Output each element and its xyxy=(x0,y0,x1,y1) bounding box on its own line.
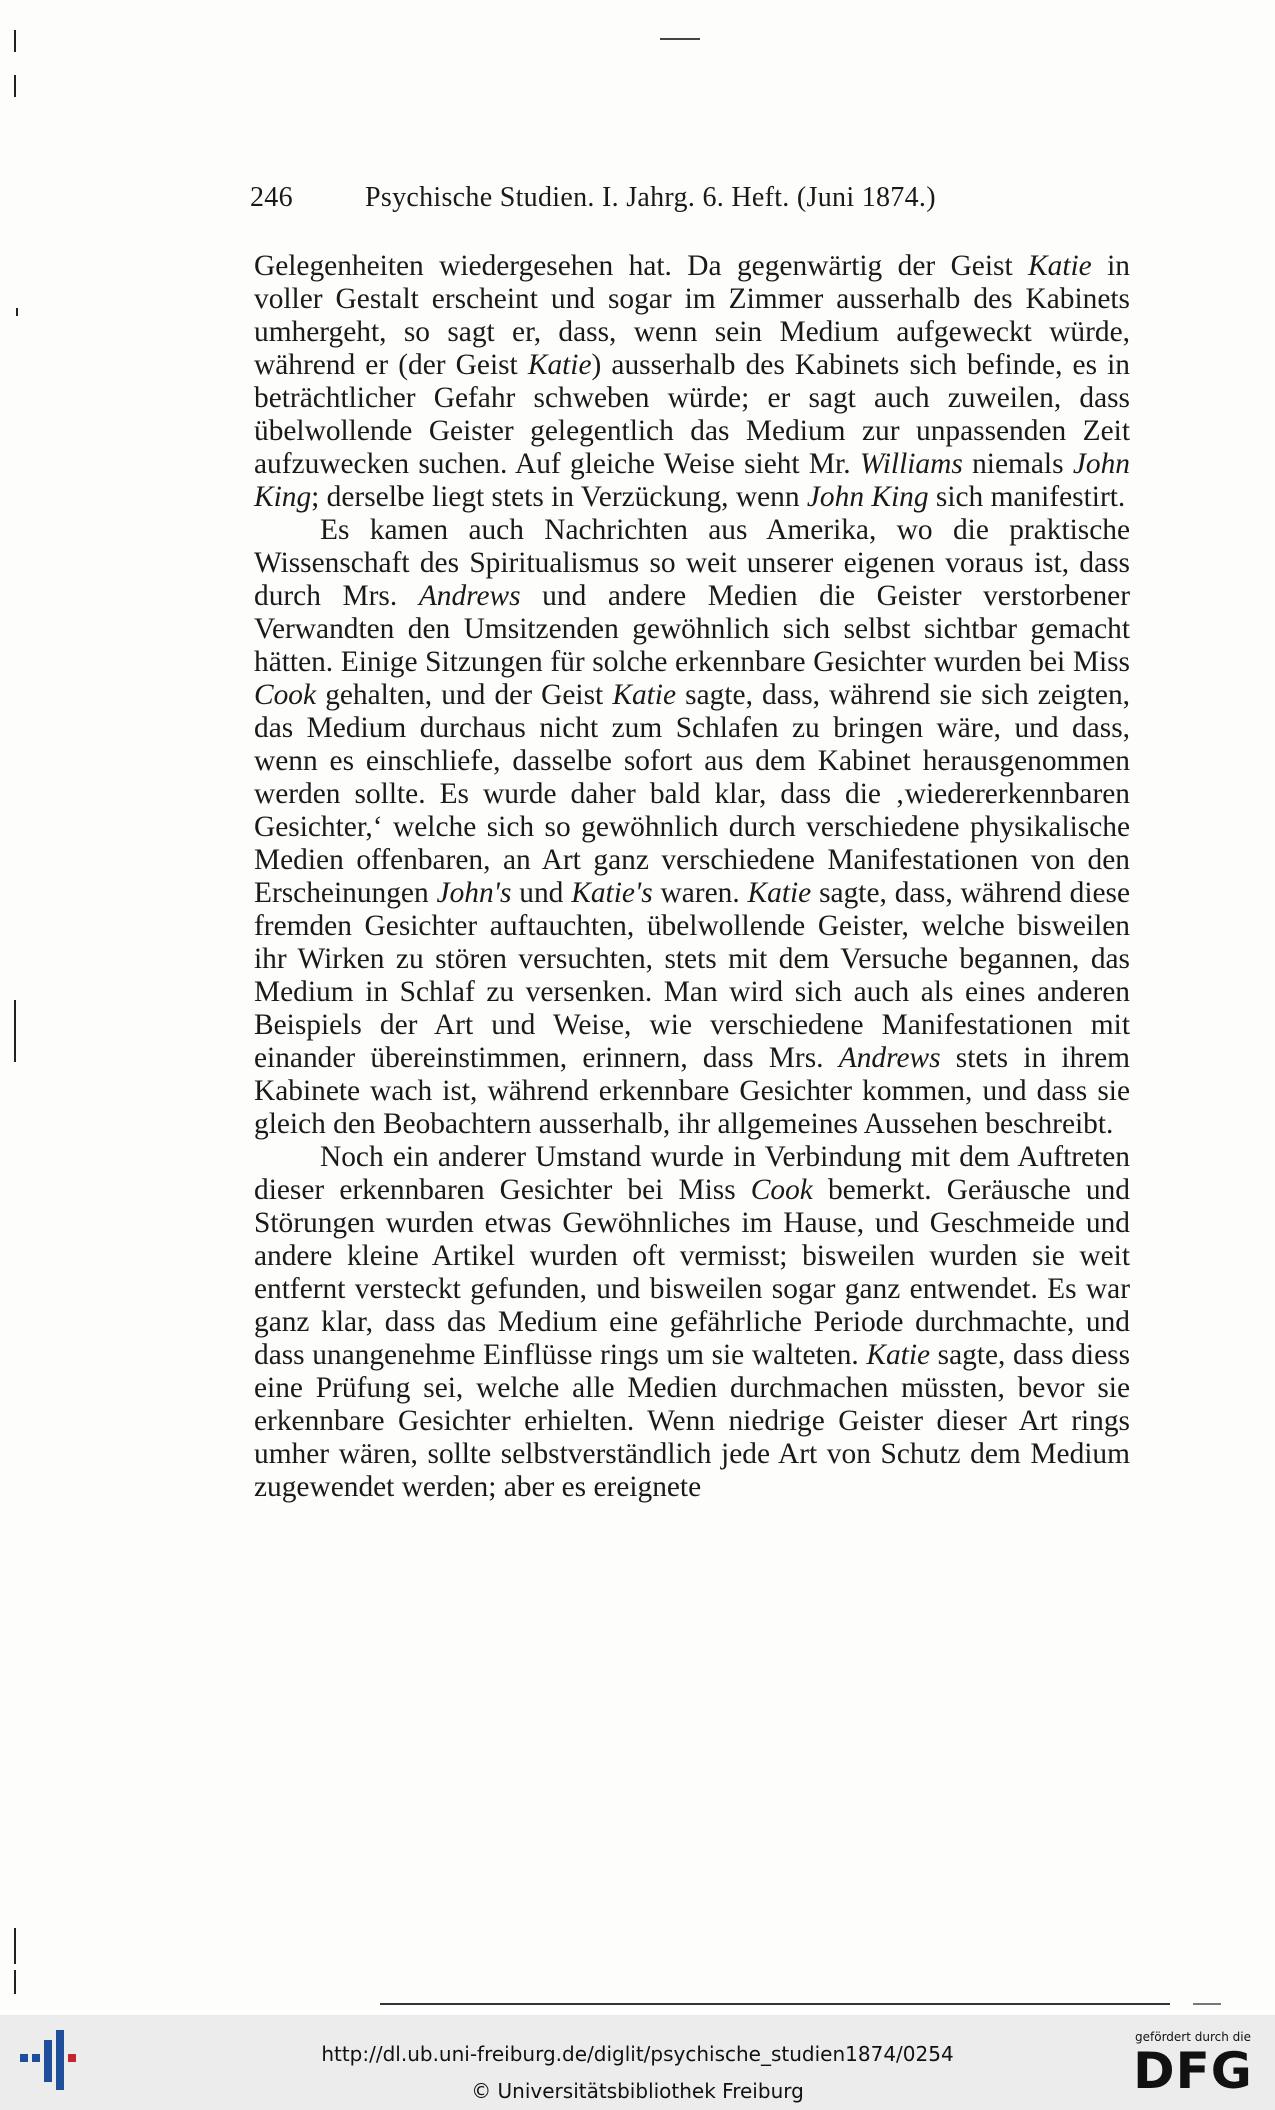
scan-edge-mark xyxy=(14,1928,16,1964)
top-dash xyxy=(660,38,700,40)
text-run: sagte, dass diess eine Prüfung sei, welche alle Medien durchmachen müssten, bevor sie erkennbare Gesichter erhielten. Wenn niedrige Geister dieser Art rings umher wären, sollte selbstverständlich jede Art von Schutz dem Medium zugewendet werden; aber es ereignete xyxy=(254,1339,1131,1503)
italic-name: Katie xyxy=(747,877,812,909)
source-url[interactable]: http://dl.ub.uni-freiburg.de/diglit/psychische_studien1874/0254 xyxy=(321,2042,954,2066)
text-run: ) ausserhalb des Kabinets sich befinde, es in beträchtlicher Gefahr schweben würde; er sagt auch zuweilen, dass übelwollende Geister gelegentlich das Medium zur unpassenden Zeit aufzuwecken suchen. Auf gleiche Weise sieht Mr. xyxy=(254,349,1130,480)
text-run: Es kamen auch Nachrichten aus Amerika, wo die praktische Wissenschaft des Spiritualismus so weit unserer eigenen voraus ist, dass durch Mrs. xyxy=(254,514,1130,612)
dfg-logo xyxy=(1128,2030,1258,2105)
text-run: stets in ihrem Kabinete wach ist, während erkennbare Gesichter kommen, und dass sie gleich den Beobachtern ausserhalb, ihr allgemeines Aussehen beschreibt. xyxy=(254,1042,1130,1140)
text-run: bemerkt. Geräusche und Störungen wurden etwas Gewöhnliches im Hause, und Geschmeide und andere kleine Artikel wurden oft vermisst; bisweilen wurden sie weit entfernt versteckt gefunden, und bisweilen sogar ganz entwendet. Es war ganz klar, dass das Medium eine gefährliche Periode durchmachte, und dass unangenehme Einflüsse rings um sie walteten. xyxy=(254,1174,1131,1371)
text-run: sagte, dass, während sie sich zeigten, das Medium durchaus nicht zum Schlafen zu bringen wäre, und dass, wenn es einschliefe, dasselbe sofort aus dem Kabinet herausgenommen werden sollte. Es wurde daher bald klar, dass die ‚wiedererkennbaren Gesichter,‘ welche sich so gewöhnlich durch verschiedene physikalische Medien offenbaren, an Art ganz verschiedene Manifestationen von den Erscheinungen xyxy=(254,679,1130,909)
paragraph xyxy=(254,514,1130,1141)
text-run: und andere Medien die Geister verstorbener Verwandten den Umsitzenden gewöhnlich sich selbst sichtbar gemacht hätten. Einige Sitzungen für solche erkennbare Gesichter wurden bei Miss xyxy=(254,580,1130,678)
italic-name: Katie xyxy=(612,679,677,711)
italic-name: John's xyxy=(436,877,512,909)
italic-name: Katie xyxy=(866,1339,931,1371)
scan-edge-mark xyxy=(14,75,16,97)
italic-name: John King xyxy=(806,481,929,513)
running-title: Psychische Studien. I. Jahrg. 6. Heft. (Juni 1874.) xyxy=(365,182,936,213)
italic-name: Katie xyxy=(1028,250,1092,282)
italic-name: Andrews xyxy=(418,580,521,612)
italic-name: Andrews xyxy=(838,1042,941,1074)
library-logo-icon xyxy=(18,2030,88,2090)
copyright-notice: © Universitätsbibliothek Freiburg xyxy=(471,2079,804,2103)
text-run: waren. xyxy=(652,877,748,909)
footer-rule-tail xyxy=(1193,2003,1221,2005)
italic-name: Katie xyxy=(527,349,592,381)
footer-rule xyxy=(380,2003,1170,2005)
funder-line: gefördert durch die xyxy=(1135,2030,1251,2044)
body-text xyxy=(254,250,1130,1504)
text-run: Noch ein anderer Umstand wurde in Verbindung mit dem Auftreten dieser erkennbaren Gesichter bei Miss xyxy=(254,1141,1130,1206)
italic-name: John King xyxy=(254,448,1130,513)
text-run: und xyxy=(511,877,572,909)
scan-edge-mark xyxy=(14,1970,16,1994)
text-run: Gelegenheiten wiedergesehen hat. Da gegenwärtig der Geist xyxy=(254,250,1029,282)
paragraph xyxy=(254,1141,1130,1504)
italic-name: Katie's xyxy=(571,877,653,909)
text-run: in voller Gestalt erscheint und sogar im Zimmer ausserhalb des Kabinets umhergeht, so sagt er, dass, wenn sein Medium aufgeweckt würde, während er (der Geist xyxy=(254,250,1130,381)
scan-edge-mark xyxy=(14,1000,16,1062)
text-run: sich manifestirt. xyxy=(928,481,1126,513)
scan-edge-mark xyxy=(16,308,18,316)
text-run: niemals xyxy=(962,448,1073,480)
footer-bar xyxy=(0,2015,1275,2110)
text-run: sagte, dass, während diese fremden Gesichter auftauchten, übelwollende Geister, welche bisweilen ihr Wirken zu stören versuchten, stets mit dem Versuche begannen, das Medium in Schlaf zu versenken. Man wird sich auch als eines anderen Beispiels der Art und Weise, wie verschiedene Manifestationen mit einander übereinstimmen, erinnern, dass Mrs. xyxy=(254,877,1131,1074)
scan-edge-mark xyxy=(14,30,16,52)
italic-name: Williams xyxy=(859,448,963,480)
page-header xyxy=(250,182,1140,222)
italic-name: Cook xyxy=(254,679,317,711)
italic-name: Cook xyxy=(750,1174,813,1206)
dfg-wordmark: DFG xyxy=(1133,2042,1253,2100)
text-run: ; derselbe liegt stets in Verzückung, wenn xyxy=(311,481,807,513)
paragraph xyxy=(254,250,1130,514)
text-run: gehalten, und der Geist xyxy=(316,679,613,711)
page-number: 246 xyxy=(250,182,293,213)
